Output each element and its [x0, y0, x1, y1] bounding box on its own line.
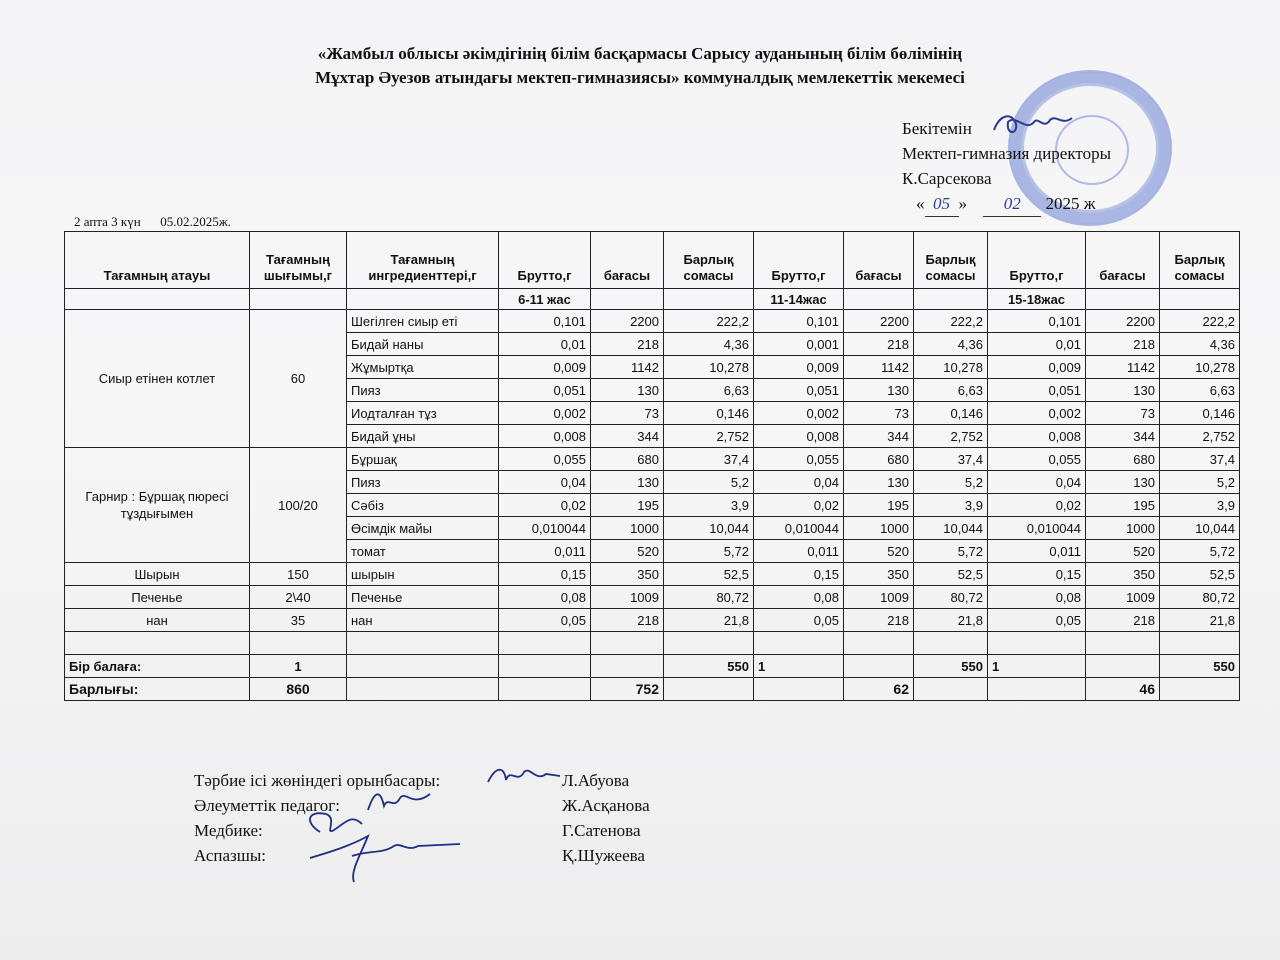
per-child-sum3: 550 — [1160, 655, 1240, 678]
price-value: 1000 — [844, 517, 914, 540]
price-value: 680 — [844, 448, 914, 471]
sum-value: 2,752 — [664, 425, 754, 448]
menu-table — [64, 231, 1240, 701]
brutto-value: 0,02 — [988, 494, 1086, 517]
dish-yield: 35 — [250, 609, 347, 632]
ingredient-name: Бидай наны — [347, 333, 499, 356]
sum-value: 2,752 — [1160, 425, 1240, 448]
col-yield: Тағамның шығымы,г — [250, 232, 347, 289]
sum-value: 0,146 — [1160, 402, 1240, 425]
sum-value: 37,4 — [1160, 448, 1240, 471]
nurse-cook-signature — [290, 806, 470, 886]
empty-cell — [347, 289, 499, 310]
sum-value: 10,044 — [1160, 517, 1240, 540]
col-sum-1: Барлық сомасы — [664, 232, 754, 289]
table-header-row — [65, 232, 1240, 289]
price-value: 2200 — [591, 310, 664, 333]
sum-value: 6,63 — [914, 379, 988, 402]
empty-cell — [65, 632, 250, 655]
brutto-value: 0,011 — [988, 540, 1086, 563]
per-child-label: Бір балаға: — [65, 655, 250, 678]
menu-dateline: 2 апта 3 күн 05.02.2025ж. — [74, 214, 231, 229]
empty-cell — [844, 632, 914, 655]
empty-cell — [499, 632, 591, 655]
sum-value: 3,9 — [664, 494, 754, 517]
brutto-value: 0,101 — [754, 310, 844, 333]
price-value: 2200 — [844, 310, 914, 333]
document-page: «Жамбыл облысы әкімдігінің білім басқармасы Сарысу ауданының білім бөлімінің Мұхтар Әуезов атындағы мектеп-гимназиясы» коммуналдық мемлекеттік мекемесі Бекітемін Мектеп-гимназия директоры К.Сарсекова « 05 » 02 2025 ж 2 апта 3 күн 05.02.2025ж. Тағамның атауы Тағамның шығымы,г Тағамның ингредиенттері,г Брутто,г бағасы Барлық сомасы Брутто,г бағасы Барлық сомасы Брутто,г бағасы Барлық сомасы 6-11 жас 11-14жас 15-18жас Сиыр етінен котлет 60 Шегілген сиыр еті 0,101 2200 222,2 0,101 2200 222,2 0,101 2200 222,2 Бидай наны 0,01 218 4,36 0,001 218 4,36 0,01 218 4,36 Жұмыртқа 0,009 1142 10,278 0,009 1142 10,278 0,009 1142 10,278 Пияз 0,051 130 6,63 0,051 130 6,63 0,051 130 6,63 Иодталған тұз 0,002 73 0,146 0,002 73 0,146 0,002 73 0,146 Бидай ұны 0,008 344 2,752 0,008 344 2,752 0,008 344 2,752 Гарнир : Бұршақ пюресі тұздығымен 100/20 Бұршақ 0,055 680 37,4 0,055 680 37,4 0,055 680 37,4 Пияз 0,04 130 5,2 0,04 130 5,2 0,04 130 5,2 Сәбіз 0,02 195 3,9 0,02 195 3,9 0,02 195 3,9 Өсімдік майы 0,010044 1000 10,044 0,010044 1000 10,044 0,010044 1000 10,044 томат 0,011 520 5,72 0,011 520 5,72 0,011 520 5,72 Шырын 150 шырын 0,15 350 52,5 0,15 350 52,5 0,15 350 52,5 Печенье 2\40 Печенье 0,08 1009 80,72 0,08 1009 80,72 0,08 1009 80,72 нан 35 нан 0,05 218 21,8 0,05 218 21,8 0,05 218 21,8 Бір балаға: 1 550 1 550 1 550 Барлығы: 860 752 62 46 Тәрбие ісі жөніндегі орынбасары: Л.Абуова Әлеуметтік педагог: Ж.Асқанова Медбике: Г.Сатенова Аспазшы: Қ.Шужеева — [0, 0, 1280, 960]
total-v1: 752 — [591, 678, 664, 701]
price-value: 1000 — [1086, 517, 1160, 540]
brutto-value: 0,101 — [499, 310, 591, 333]
empty-cell — [591, 632, 664, 655]
empty-cell — [250, 632, 347, 655]
dish-name: нан — [65, 609, 250, 632]
age-group-label: 15-18жас — [988, 289, 1086, 310]
grand-total-row — [65, 678, 1240, 701]
price-value: 130 — [1086, 379, 1160, 402]
sum-value: 52,5 — [664, 563, 754, 586]
empty-cell — [1160, 632, 1240, 655]
price-value: 195 — [844, 494, 914, 517]
director-signature — [986, 108, 1076, 144]
sum-value: 5,72 — [914, 540, 988, 563]
price-value: 1009 — [1086, 586, 1160, 609]
ingredient-name: Бидай ұны — [347, 425, 499, 448]
price-value: 1142 — [1086, 356, 1160, 379]
ingredient-name: Өсімдік майы — [347, 517, 499, 540]
brutto-value: 0,055 — [988, 448, 1086, 471]
price-value: 218 — [844, 609, 914, 632]
sum-value: 5,2 — [664, 471, 754, 494]
ingredient-name: Сәбіз — [347, 494, 499, 517]
empty-cell — [347, 655, 499, 678]
dish-yield: 60 — [250, 310, 347, 448]
col-sum-2: Барлық сомасы — [914, 232, 988, 289]
dish-yield: 100/20 — [250, 448, 347, 563]
age-group-label: 6-11 жас — [499, 289, 591, 310]
sum-value: 6,63 — [1160, 379, 1240, 402]
brutto-value: 0,05 — [988, 609, 1086, 632]
ingredient-name: Пияз — [347, 379, 499, 402]
sum-value: 4,36 — [664, 333, 754, 356]
sum-value: 10,278 — [1160, 356, 1240, 379]
price-value: 130 — [844, 379, 914, 402]
brutto-value: 0,05 — [499, 609, 591, 632]
total-yield: 860 — [250, 678, 347, 701]
empty-cell — [914, 289, 988, 310]
age-group-label: 11-14жас — [754, 289, 844, 310]
sum-value: 10,044 — [914, 517, 988, 540]
price-value: 195 — [591, 494, 664, 517]
price-value: 680 — [591, 448, 664, 471]
sum-value: 4,36 — [1160, 333, 1240, 356]
total-v3: 46 — [1086, 678, 1160, 701]
empty-cell — [1086, 289, 1160, 310]
empty-cell — [1086, 632, 1160, 655]
price-value: 73 — [1086, 402, 1160, 425]
price-value: 680 — [1086, 448, 1160, 471]
brutto-value: 0,009 — [988, 356, 1086, 379]
sum-value: 0,146 — [914, 402, 988, 425]
ingredient-name: Иодталған тұз — [347, 402, 499, 425]
sum-value: 21,8 — [914, 609, 988, 632]
brutto-value: 0,04 — [499, 471, 591, 494]
price-value: 2200 — [1086, 310, 1160, 333]
brutto-value: 0,010044 — [754, 517, 844, 540]
col-dish: Тағамның атауы — [65, 232, 250, 289]
sum-value: 10,278 — [664, 356, 754, 379]
approver-name: К.Сарсекова — [902, 169, 992, 188]
brutto-value: 0,08 — [754, 586, 844, 609]
price-value: 195 — [1086, 494, 1160, 517]
empty-cell — [914, 632, 988, 655]
brutto-value: 0,15 — [988, 563, 1086, 586]
empty-cell — [844, 289, 914, 310]
empty-cell — [988, 632, 1086, 655]
col-price-3: бағасы — [1086, 232, 1160, 289]
sum-value: 4,36 — [914, 333, 988, 356]
sum-value: 10,044 — [664, 517, 754, 540]
empty-cell — [664, 678, 754, 701]
price-value: 218 — [1086, 333, 1160, 356]
price-value: 130 — [1086, 471, 1160, 494]
sum-value: 21,8 — [1160, 609, 1240, 632]
sum-value: 222,2 — [1160, 310, 1240, 333]
empty-cell — [1086, 655, 1160, 678]
col-brutto-3: Брутто,г — [988, 232, 1086, 289]
dish-yield: 2\40 — [250, 586, 347, 609]
price-value: 520 — [1086, 540, 1160, 563]
brutto-value: 0,008 — [754, 425, 844, 448]
sum-value: 5,72 — [664, 540, 754, 563]
price-value: 218 — [591, 333, 664, 356]
price-value: 218 — [591, 609, 664, 632]
brutto-value: 0,011 — [499, 540, 591, 563]
sum-value: 52,5 — [914, 563, 988, 586]
brutto-value: 0,010044 — [499, 517, 591, 540]
sum-value: 10,278 — [914, 356, 988, 379]
price-value: 1009 — [844, 586, 914, 609]
table-row — [65, 609, 1240, 632]
price-value: 130 — [591, 471, 664, 494]
total-v2: 62 — [844, 678, 914, 701]
approve-label: Бекітемін — [902, 119, 972, 138]
sum-value: 5,2 — [1160, 471, 1240, 494]
brutto-value: 0,01 — [499, 333, 591, 356]
header-line-2: Мұхтар Әуезов атындағы мектеп-гимназиясы» коммуналдық мемлекеттік мекемесі — [315, 68, 965, 87]
deputy-signature — [484, 762, 564, 790]
price-value: 520 — [591, 540, 664, 563]
price-value: 73 — [844, 402, 914, 425]
per-child-brutto3: 1 — [988, 655, 1086, 678]
sum-value: 222,2 — [664, 310, 754, 333]
ingredient-name: нан — [347, 609, 499, 632]
price-value: 218 — [844, 333, 914, 356]
sum-value: 80,72 — [664, 586, 754, 609]
empty-cell — [499, 655, 591, 678]
price-value: 350 — [844, 563, 914, 586]
empty-cell — [988, 678, 1086, 701]
ingredient-name: шырын — [347, 563, 499, 586]
dish-name: Шырын — [65, 563, 250, 586]
empty-cell — [1160, 678, 1240, 701]
sum-value: 37,4 — [914, 448, 988, 471]
sum-value: 6,63 — [664, 379, 754, 402]
sum-value: 5,72 — [1160, 540, 1240, 563]
price-value: 130 — [591, 379, 664, 402]
brutto-value: 0,009 — [499, 356, 591, 379]
empty-cell — [754, 632, 844, 655]
sum-value: 80,72 — [914, 586, 988, 609]
brutto-value: 0,009 — [754, 356, 844, 379]
brutto-value: 0,02 — [499, 494, 591, 517]
brutto-value: 0,08 — [988, 586, 1086, 609]
sum-value: 80,72 — [1160, 586, 1240, 609]
total-label: Барлығы: — [65, 678, 250, 701]
price-value: 350 — [591, 563, 664, 586]
table-row — [65, 563, 1240, 586]
brutto-value: 0,15 — [754, 563, 844, 586]
brutto-value: 0,02 — [754, 494, 844, 517]
brutto-value: 0,002 — [988, 402, 1086, 425]
brutto-value: 0,051 — [499, 379, 591, 402]
price-value: 520 — [844, 540, 914, 563]
empty-cell — [844, 655, 914, 678]
price-value: 344 — [1086, 425, 1160, 448]
empty-cell — [250, 289, 347, 310]
empty-cell — [914, 678, 988, 701]
col-price-2: бағасы — [844, 232, 914, 289]
price-value: 1142 — [591, 356, 664, 379]
brutto-value: 0,002 — [754, 402, 844, 425]
ingredient-name: Жұмыртқа — [347, 356, 499, 379]
ingredient-name: Печенье — [347, 586, 499, 609]
approval-month: 02 — [983, 191, 1041, 217]
table-row — [65, 586, 1240, 609]
brutto-value: 0,08 — [499, 586, 591, 609]
sum-value: 222,2 — [914, 310, 988, 333]
brutto-value: 0,055 — [499, 448, 591, 471]
sum-value: 2,752 — [914, 425, 988, 448]
sum-value: 3,9 — [1160, 494, 1240, 517]
price-value: 73 — [591, 402, 664, 425]
brutto-value: 0,011 — [754, 540, 844, 563]
brutto-value: 0,051 — [754, 379, 844, 402]
table-row — [65, 310, 1240, 333]
per-child-yield: 1 — [250, 655, 347, 678]
col-brutto-1: Брутто,г — [499, 232, 591, 289]
price-value: 1000 — [591, 517, 664, 540]
price-value: 350 — [1086, 563, 1160, 586]
col-sum-3: Барлық сомасы — [1160, 232, 1240, 289]
brutto-value: 0,04 — [754, 471, 844, 494]
empty-cell — [664, 289, 754, 310]
brutto-value: 0,05 — [754, 609, 844, 632]
col-brutto-2: Брутто,г — [754, 232, 844, 289]
col-ingredients: Тағамның ингредиенттері,г — [347, 232, 499, 289]
ingredient-name: Пияз — [347, 471, 499, 494]
col-price-1: бағасы — [591, 232, 664, 289]
brutto-value: 0,15 — [499, 563, 591, 586]
table-row — [65, 448, 1240, 471]
ingredient-name: томат — [347, 540, 499, 563]
approval-day: 05 — [925, 191, 959, 217]
per-child-brutto2: 1 — [754, 655, 844, 678]
empty-cell — [347, 678, 499, 701]
empty-cell — [347, 632, 499, 655]
approval-year: 2025 ж — [1045, 194, 1096, 213]
approver-position: Мектеп-гимназия директоры — [902, 144, 1112, 163]
dish-name: Печенье — [65, 586, 250, 609]
empty-row — [65, 632, 1240, 655]
brutto-value: 0,01 — [988, 333, 1086, 356]
empty-cell — [1160, 289, 1240, 310]
sum-value: 52,5 — [1160, 563, 1240, 586]
brutto-value: 0,04 — [988, 471, 1086, 494]
age-group-row — [65, 289, 1240, 310]
dish-name: Гарнир : Бұршақ пюресі тұздығымен — [65, 448, 250, 563]
empty-cell — [591, 655, 664, 678]
price-value: 130 — [844, 471, 914, 494]
empty-cell — [591, 289, 664, 310]
ingredient-name: Шегілген сиыр еті — [347, 310, 499, 333]
brutto-value: 0,001 — [754, 333, 844, 356]
price-value: 344 — [844, 425, 914, 448]
brutto-value: 0,010044 — [988, 517, 1086, 540]
price-value: 218 — [1086, 609, 1160, 632]
sum-value: 0,146 — [664, 402, 754, 425]
brutto-value: 0,055 — [754, 448, 844, 471]
sum-value: 3,9 — [914, 494, 988, 517]
approval-date: « 05 » 02 2025 ж — [916, 191, 1111, 217]
brutto-value: 0,002 — [499, 402, 591, 425]
brutto-value: 0,008 — [499, 425, 591, 448]
dish-yield: 150 — [250, 563, 347, 586]
brutto-value: 0,051 — [988, 379, 1086, 402]
per-child-row — [65, 655, 1240, 678]
brutto-value: 0,101 — [988, 310, 1086, 333]
empty-cell — [65, 289, 250, 310]
sum-value: 21,8 — [664, 609, 754, 632]
ingredient-name: Бұршақ — [347, 448, 499, 471]
header-line-1: «Жамбыл облысы әкімдігінің білім басқармасы Сарысу ауданының білім бөлімінің — [317, 44, 963, 63]
sum-value: 5,2 — [914, 471, 988, 494]
empty-cell — [664, 632, 754, 655]
price-value: 1142 — [844, 356, 914, 379]
per-child-sum1: 550 — [664, 655, 754, 678]
sum-value: 37,4 — [664, 448, 754, 471]
empty-cell — [754, 678, 844, 701]
price-value: 1009 — [591, 586, 664, 609]
brutto-value: 0,008 — [988, 425, 1086, 448]
empty-cell — [499, 678, 591, 701]
per-child-sum2: 550 — [914, 655, 988, 678]
price-value: 344 — [591, 425, 664, 448]
dish-name: Сиыр етінен котлет — [65, 310, 250, 448]
